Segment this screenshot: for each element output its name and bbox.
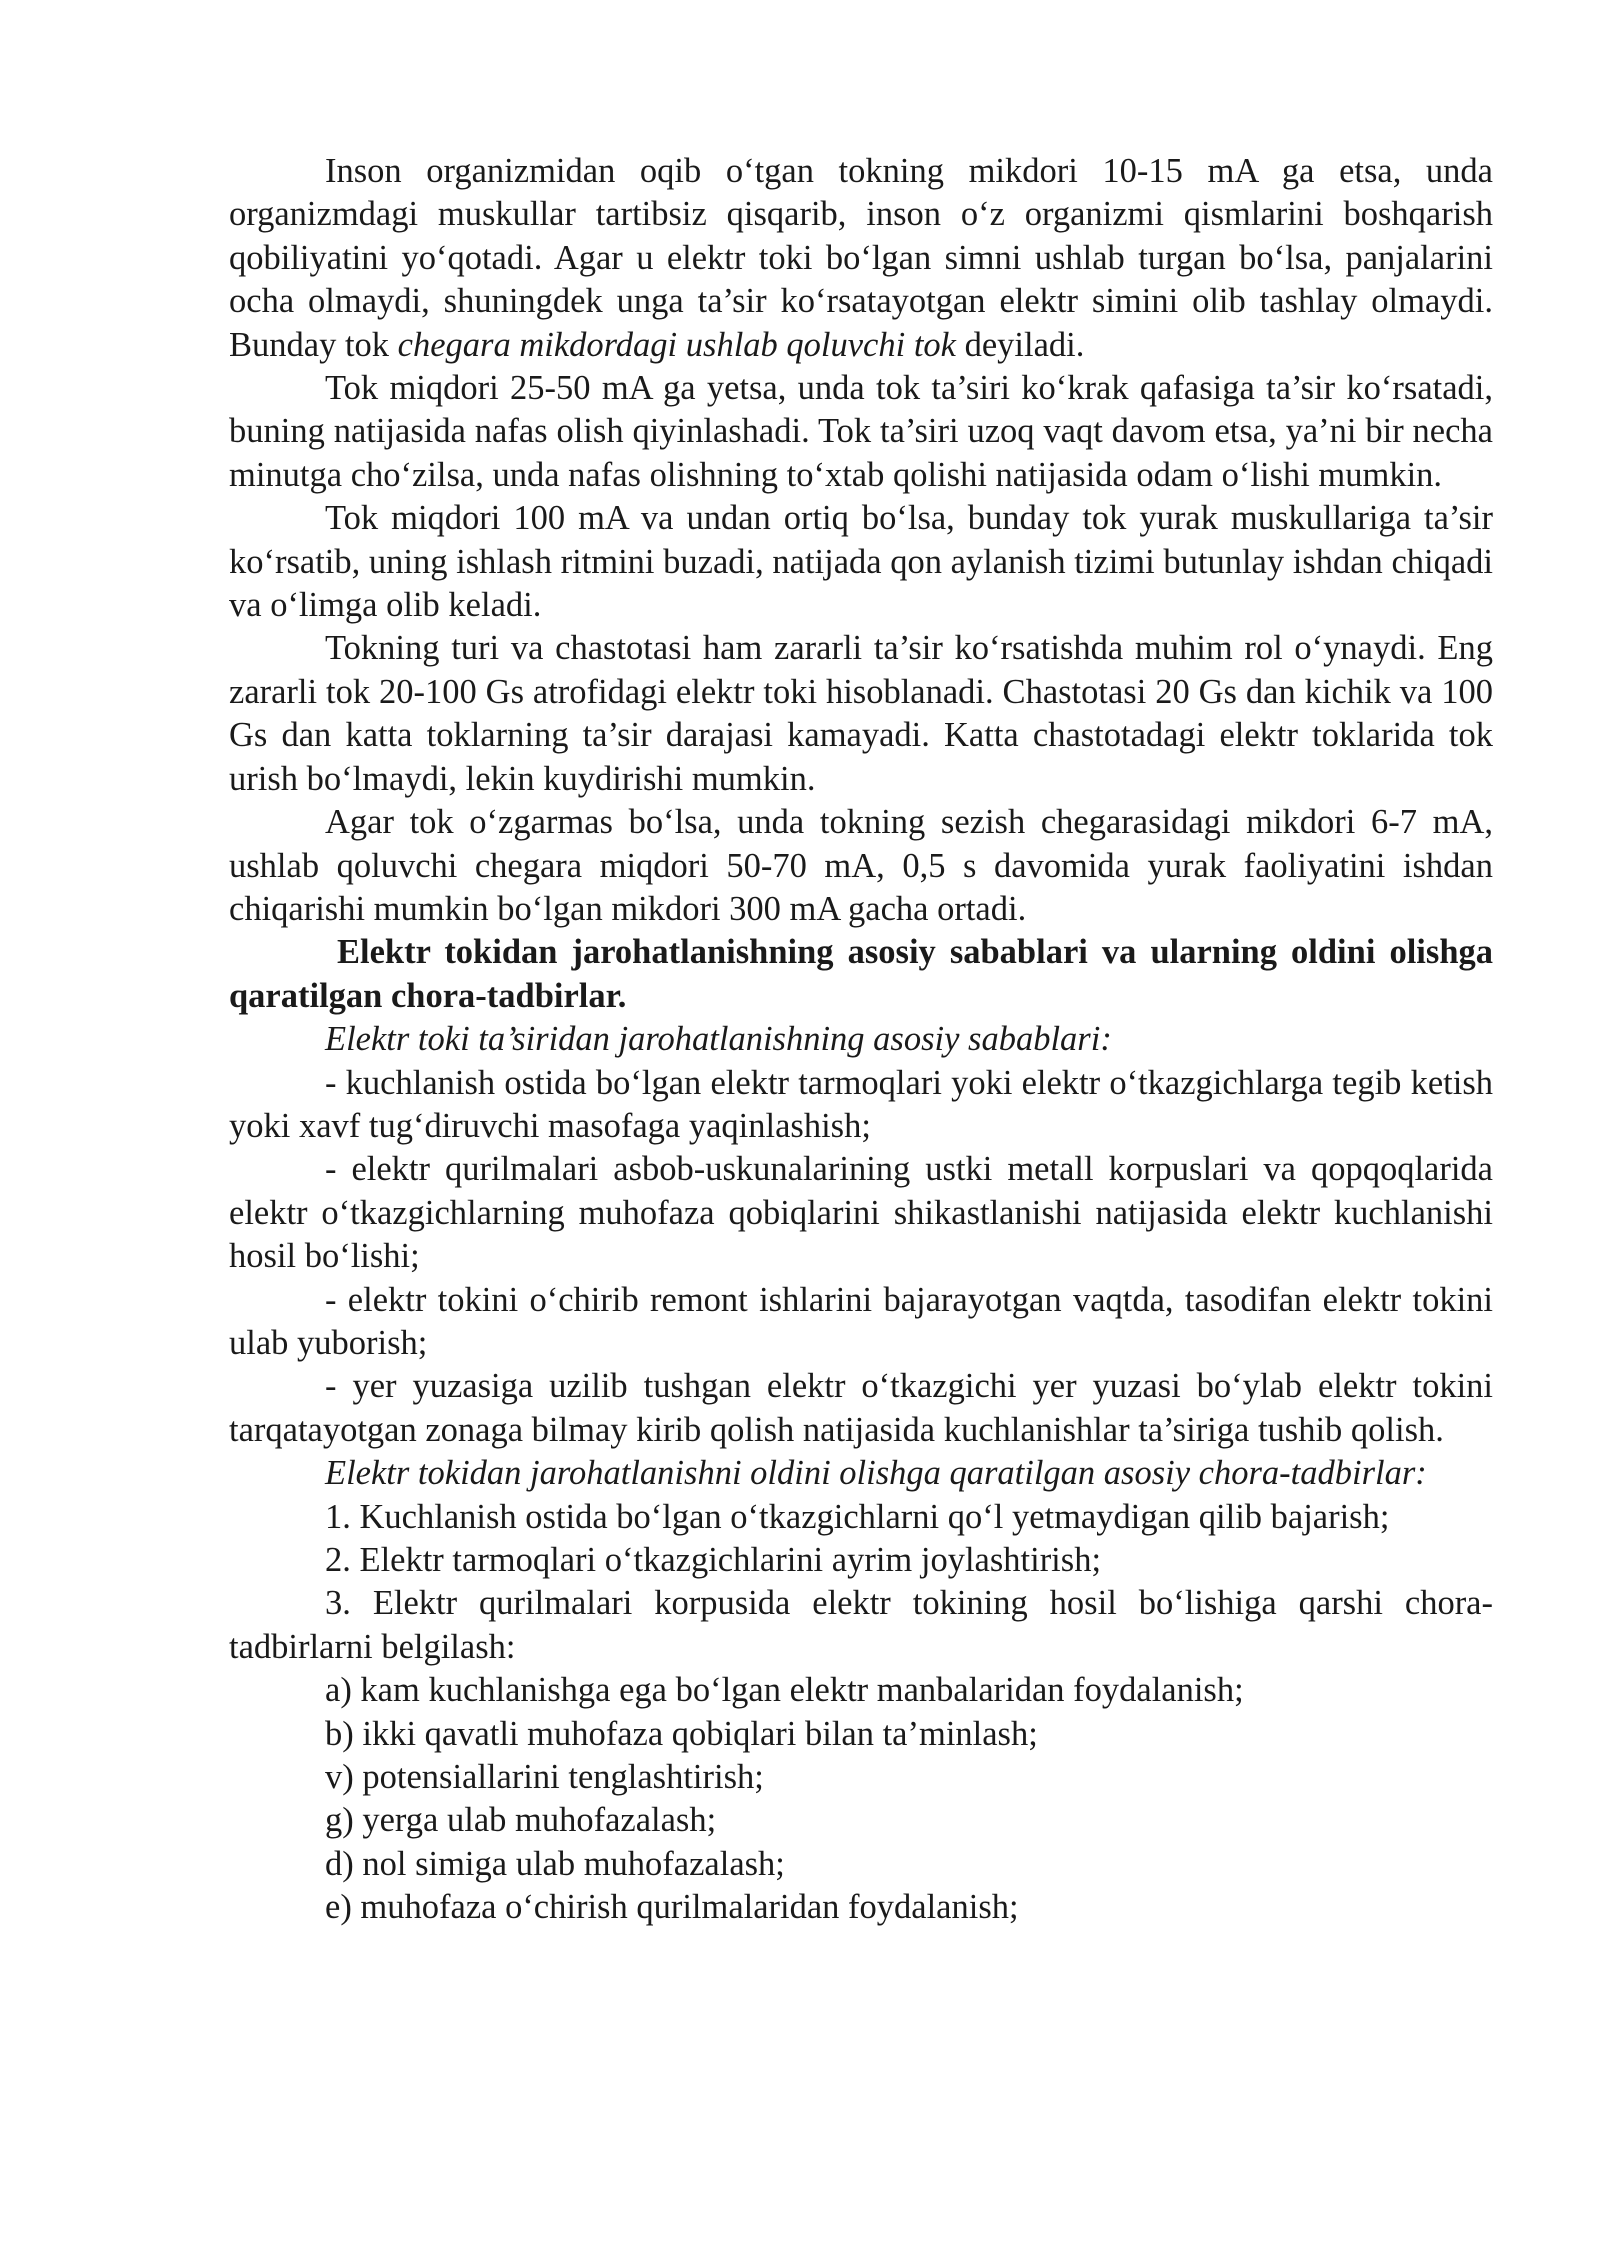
measures-item-2: 2. Elektr tarmoqlari o‘tkazgichlarini ayrim joylashtirish; (325, 1541, 1102, 1579)
document-page (229, 150, 1493, 1930)
causes-item-4: - yer yuzasiga uzilib tushgan elektr o‘tkazgichi yer yuzasi bo‘ylab elektr tokini tarqatayotgan zonaga bilmay kirib qolish natijasida kuchlanishlar ta’siriga tushib qolish. (229, 1367, 1493, 1449)
measures-subitem-d: d) nol simiga ulab muhofazalash; (325, 1844, 785, 1883)
causes-item-2: - elektr qurilmalari asbob-uskunalarining ustki metall korpuslari va qopqoqlarida elektr o‘tkazgichlarning muhofaza qobiqlarini shikastlanishi natijasida elektr kuchlanishi hosil bo‘lishi; (229, 1150, 1493, 1276)
paragraph-5: Agar tok o‘zgarmas bo‘lsa, unda tokning sezish chegarasidagi mikdori 6-7 mA, ushlab qoluvchi chegara miqdori 50-70 mA, 0,5 s davomida yurak faoliyatini ishdan chiqarishi mumkin bo‘lgan mikdori 300 mA gacha ortadi. (229, 803, 1493, 928)
measures-subitem-a: a) kam kuchlanishga ega bo‘lgan elektr manbalaridan foydalanish; (325, 1671, 1244, 1710)
causes-item-1: - kuchlanish ostida bo‘lgan elektr tarmoqlari yoki elektr o‘tkazgichlarga tegib ketish yoki xavf tug‘diruvchi masofaga yaqinlashish; (229, 1063, 1493, 1145)
paragraph-1-text-end: deyiladi. (955, 325, 1085, 364)
paragraph-1 (229, 150, 1493, 367)
paragraph-1-italic-term: chegara mikdordagi ushlab qoluvchi tok (397, 325, 956, 364)
measures-title: Elektr tokidan jarohatlanishni oldini olishga qaratilgan asosiy chora-tadbirlar: (325, 1454, 1427, 1493)
paragraph-1-text-start: Inson organizmidan oqib o‘tgan tokning mikdori 10-15 mA ga etsa, unda organizmdagi muskullar tartibsiz qisqarib, inson o‘z organizmi qismlarini boshqarish qobiliyatini yo‘qotadi. Agar u elektr toki bo‘lgan simni ushlab turgan bo‘lsa, panjalarini ocha olmaydi, shuningdek unga ta’sir ko‘rsatayotgan elektr simini olib tashlay olmaydi. Bunday tok (229, 152, 1493, 364)
measures-subitem-e: e) muhofaza o‘chirish qurilmalaridan foydalanish; (325, 1888, 1019, 1927)
measures-item-1: 1. Kuchlanish ostida bo‘lgan o‘tkazgichlarni qo‘l yetmaydigan qilib bajarish; (325, 1497, 1390, 1536)
measures-subitem-b: b) ikki qavatli muhofaza qobiqlari bilan ta’minlash; (325, 1714, 1038, 1753)
paragraph-2: Tok miqdori 25-50 mA ga yetsa, unda tok ta’siri ko‘krak qafasiga ta’sir ko‘rsatadi, buning natijasida nafas olish qiyinlashadi. Tok ta’siri uzoq vaqt davom etsa, ya’ni bir necha minutga cho‘zilsa, unda nafas olishning to‘xtab qolishi natijasida odam o‘lishi mumkin. (229, 369, 1493, 494)
paragraph-4: Tokning turi va chastotasi ham zararli ta’sir ko‘rsatishda muhim rol o‘ynaydi. Eng zararli tok 20-100 Gs atrofidagi elektr toki hisoblanadi. Chastotasi 20 Gs dan kichik va 100 Gs dan katta toklarning ta’sir darajasi kamayadi. Katta chastotadagi elektr toklarida tok urish bo‘lmaydi, lekin kuydirishi mumkin. (229, 629, 1493, 798)
paragraph-3: Tok miqdori 100 mA va undan ortiq bo‘lsa, bunday tok yurak muskullariga ta’sir ko‘rsatib, uning ishlash ritmini buzadi, natijada qon aylanish tizimi butunlay ishdan chiqadi va o‘limga olib keladi. (229, 499, 1493, 625)
measures-subitem-v: v) potensiallarini tenglashtirish; (325, 1758, 764, 1797)
section-heading: Elektr tokidan jarohatlanishning asosiy sabablari va ularning oldini olishga qaratilgan chora-tadbirlar. (229, 933, 1493, 1015)
causes-title: Elektr toki ta’siridan jarohatlanishning asosiy sabablari: (325, 1020, 1112, 1059)
measures-item-3: 3. Elektr qurilmalari korpusida elektr tokining hosil bo‘lishiga qarshi chora-tadbirlarni belgilash: (229, 1584, 1493, 1666)
causes-item-3: - elektr tokini o‘chirib remont ishlarini bajarayotgan vaqtda, tasodifan elektr tokini ulab yuborish; (229, 1280, 1493, 1362)
measures-subitem-g: g) yerga ulab muhofazalash; (325, 1801, 717, 1840)
